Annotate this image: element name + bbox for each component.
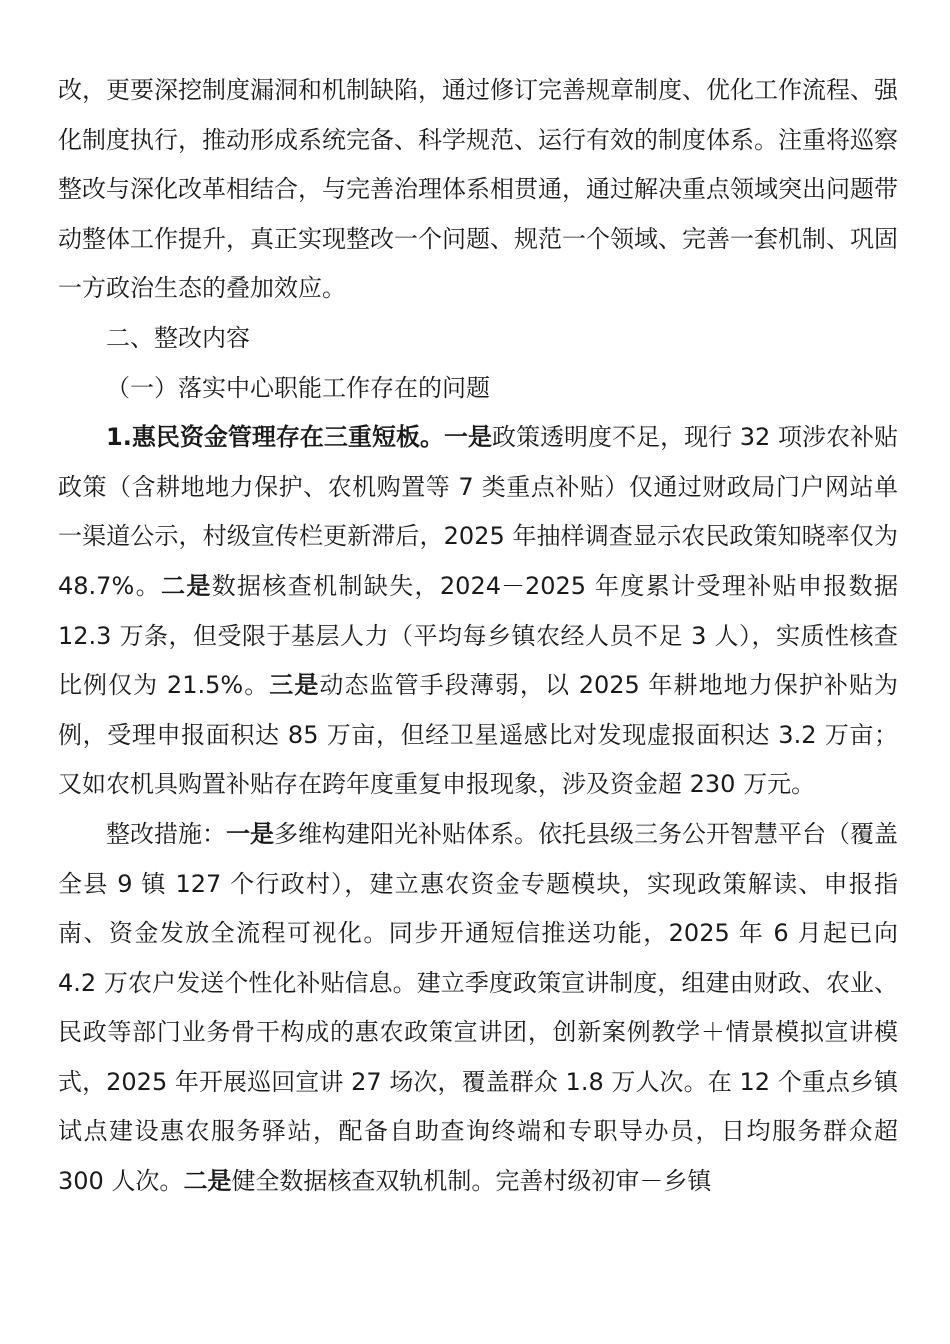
measure-marker-1: 一是 [226, 819, 274, 848]
document-page [58, 66, 898, 1207]
measure-text-2: 健全数据核查双轨机制。完善村级初审－乡镇 [231, 1167, 712, 1196]
point-marker-2: 二是 [160, 571, 212, 600]
subsection-heading [58, 364, 898, 414]
point-text-1: 政策透明度不足，现行 32 项涉农补贴政策（含耕地地力保护、农机购置等 7 类重点补贴）仅通过财政局门户网站单一渠道公示，村级宣传栏更新滞后，2025 年抽样调查显示农民政策知晓率仅为 48.7%。 [58, 423, 898, 600]
measure-text-1: 多维构建阳光补贴体系。依托县级三务公开智慧平台（覆盖全县 9 镇 127 个行政村），建立惠农资金专题模块，实现政策解读、申报指南、资金发放全流程可视化。同步开通短信推送功能，2025 年 6 月起已向 4.2 万农户发送个性化补贴信息。建立季度政策宣讲制度，组建由财政、农业、民政等部门业务骨干构成的惠农政策宣讲团，创新案例教学＋情景模拟宣讲模式，2025 年开展巡回宣讲 27 场次，覆盖群众 1.8 万人次。在 12 个重点乡镇试点建设惠农服务驿站，配备自助查询终端和专职导办员，日均服务群众超 300 人次。 [58, 819, 898, 1196]
issue-paragraph [58, 413, 898, 810]
section-heading [58, 314, 898, 364]
measures-paragraph [58, 810, 898, 1207]
paragraph-text: 改，更要深挖制度漏洞和机制缺陷，通过修订完善规章制度、优化工作流程、强化制度执行，推动形成系统完备、科学规范、运行有效的制度体系。注重将巡察整改与深化改革相结合，与完善治理体系相贯通，通过解决重点领域突出问题带动整体工作提升，真正实现整改一个问题、规范一个领域、完善一套机制、巩固一方政治生态的叠加效应。 [58, 76, 898, 303]
measure-marker-2: 二是 [183, 1167, 232, 1196]
issue-title: 1.惠民资金管理存在三重短板。 [106, 423, 444, 452]
measures-lead: 整改措施： [106, 819, 226, 848]
point-marker-3: 三是 [269, 671, 320, 700]
paragraph-continuation [58, 66, 898, 314]
point-text-3: 动态监管手段薄弱，以 2025 年耕地地力保护补贴为例，受理申报面积达 85 万亩，但经卫星遥感比对发现虚报面积达 3.2 万亩；又如农机具购置补贴存在跨年度重复申报现象，涉及资金超 230 万元。 [58, 671, 899, 799]
section-heading-text: 二、整改内容 [106, 323, 250, 352]
subsection-heading-text: （一）落实中心职能工作存在的问题 [106, 373, 490, 402]
point-marker-1: 一是 [443, 423, 493, 452]
point-text-2: 数据核查机制缺失，2024－2025 年度累计受理补贴申报数据 12.3 万条，但受限于基层人力（平均每乡镇农经人员不足 3 人），实质性核查比例仅为 21.5%。 [58, 571, 898, 700]
